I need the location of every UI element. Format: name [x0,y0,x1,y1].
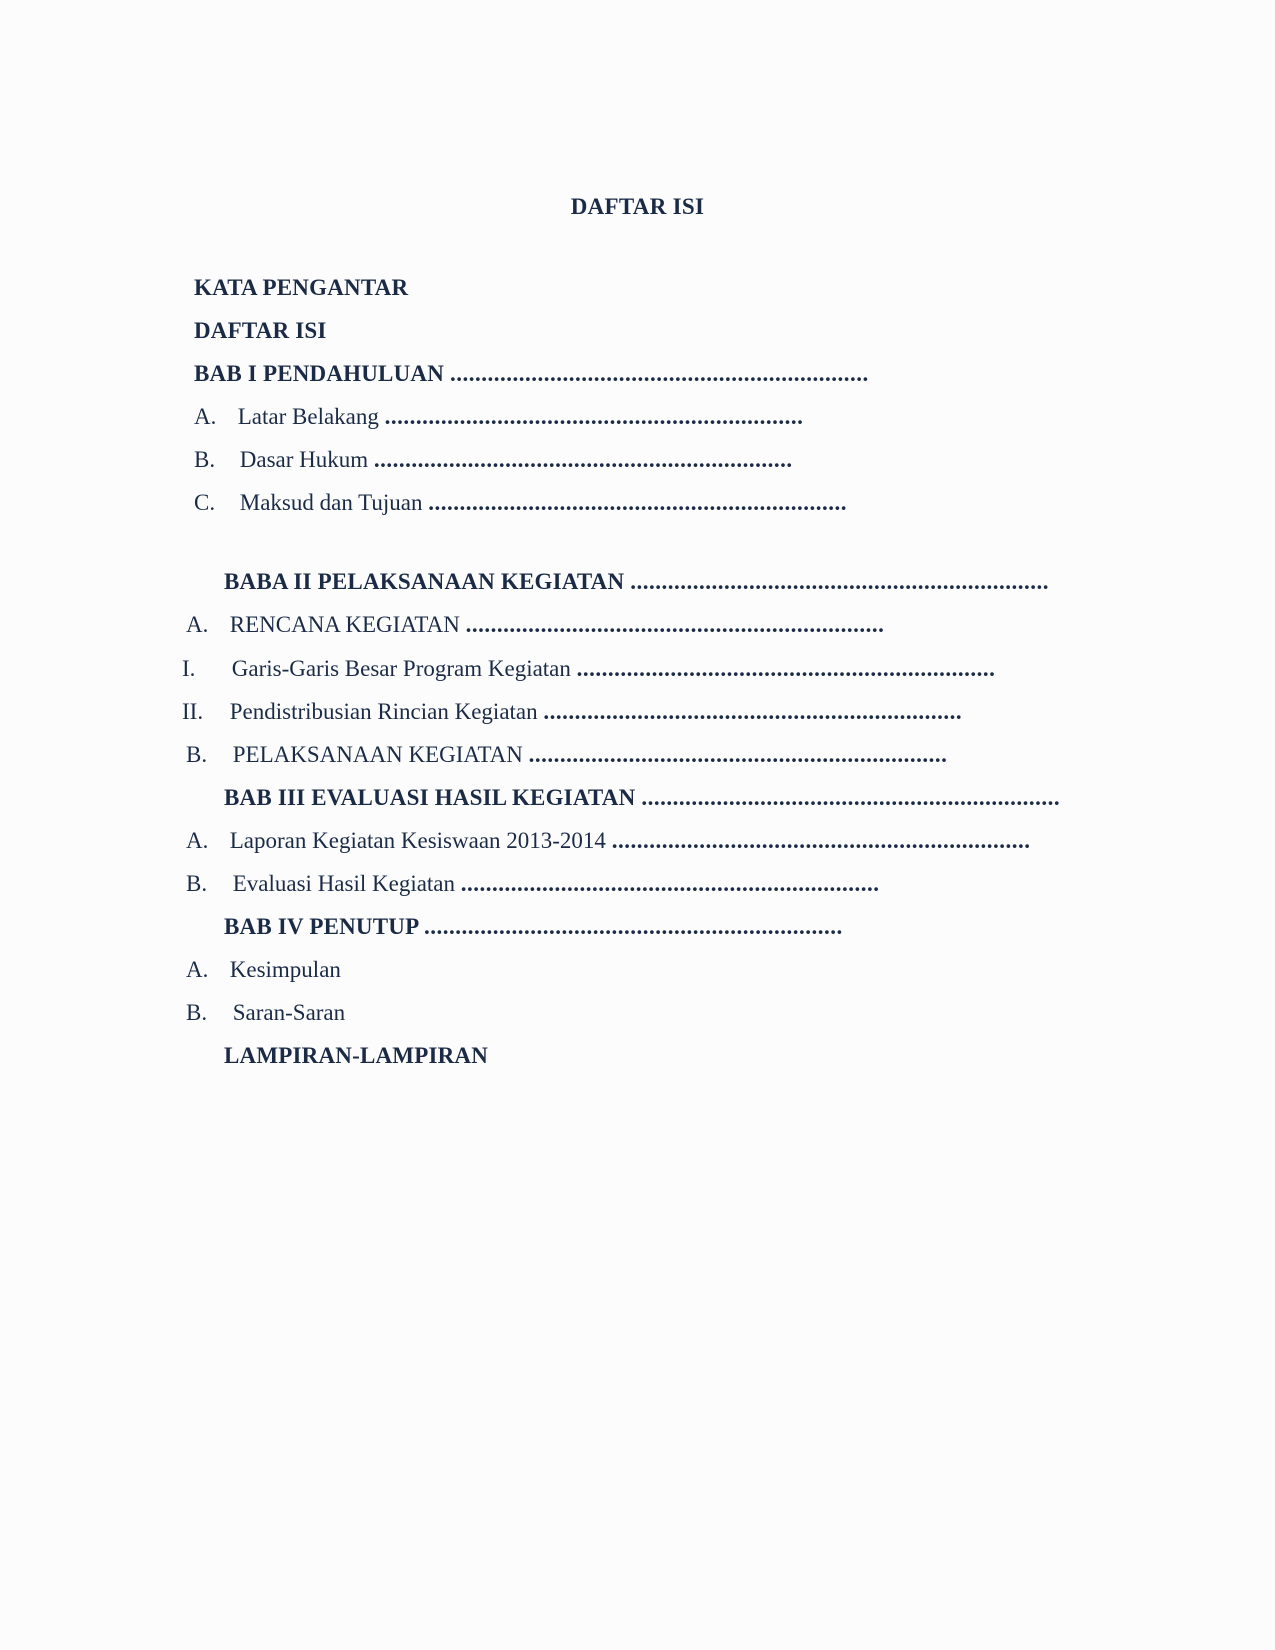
toc-marker: B. [186,742,208,767]
toc-leader-dots: ................................................................... [428,490,847,515]
toc-entry-maksud-tujuan [194,489,847,517]
toc-marker: C. [194,490,216,515]
toc-label: Laporan Kegiatan Kesiswaan 2013-2014 [229,828,606,853]
toc-label: Garis-Garis Besar Program Kegiatan [231,656,571,681]
toc-leader-dots: ................................................................... [460,871,880,896]
toc-leader-dots: ................................................................... [543,699,963,724]
toc-leader-dots: ................................................................... [424,914,843,939]
toc-label: KATA PENGANTAR [194,275,409,300]
toc-label: Evaluasi Hasil Kegiatan [232,871,456,896]
toc-entry-garis-garis-besar [182,655,995,683]
toc-marker: B. [186,871,208,896]
toc-label: BAB III EVALUASI HASIL KEGIATAN [224,785,636,810]
toc-entry-rencana-kegiatan [186,611,884,639]
toc-label: LAMPIRAN-LAMPIRAN [224,1043,489,1068]
toc-leader-dots: ................................................................... [450,361,869,386]
toc-leader-dots: ................................................................... [465,612,885,637]
toc-label: Latar Belakang [237,404,379,429]
toc-label: BABA II PELAKSANAAN KEGIATAN [224,569,625,594]
toc-label: PELAKSANAAN KEGIATAN [232,742,523,767]
toc-marker: A. [186,612,209,637]
toc-leader-dots: ................................................................... [373,447,793,472]
toc-entry-dasar-hukum [194,446,793,474]
toc-entry-laporan-kegiatan [186,827,1030,855]
toc-entry-evaluasi-hasil [186,870,880,898]
toc-entry-pendistribusian [182,698,962,726]
toc-entry-saran-saran [186,999,345,1027]
toc-label: BAB IV PENUTUP [224,914,419,939]
toc-entry-kesimpulan [186,956,341,984]
toc-label: Dasar Hukum [239,447,369,472]
toc-label: BAB I PENDAHULUAN [194,361,445,386]
toc-entry-bab-1 [194,360,869,388]
toc-marker: II. [182,699,204,724]
toc-label: Saran-Saran [232,1000,346,1025]
toc-leader-dots: ................................................................... [611,828,1031,853]
toc-entry-bab-4 [224,913,843,941]
toc-label: RENCANA KEGIATAN [229,612,460,637]
toc-entry-daftar-isi [194,317,327,345]
toc-marker: A. [194,404,217,429]
toc-label: Maksud dan Tujuan [239,490,423,515]
toc-entry-kata-pengantar [194,274,408,302]
toc-leader-dots: ................................................................... [384,404,804,429]
toc-leader-dots: ................................................................... [641,785,1061,810]
toc-leader-dots: ................................................................... [630,569,1049,594]
toc-entry-lampiran [224,1042,488,1070]
toc-label: Kesimpulan [229,957,341,982]
toc-entry-bab-2 [224,568,1049,596]
toc-entry-bab-3 [224,784,1060,812]
toc-marker: B. [194,447,216,472]
toc-label: Pendistribusian Rincian Kegiatan [229,699,538,724]
toc-marker: A. [186,957,209,982]
toc-entry-latar-belakang [194,403,803,431]
toc-label: DAFTAR ISI [194,318,327,343]
toc-leader-dots: ................................................................... [576,656,996,681]
page-title: DAFTAR ISI [570,194,705,219]
toc-marker: I. [182,656,196,681]
toc-leader-dots: ................................................................... [528,742,948,767]
toc-marker: B. [186,1000,208,1025]
toc-entry-pelaksanaan-kegiatan [186,741,947,769]
toc-marker: A. [186,828,209,853]
